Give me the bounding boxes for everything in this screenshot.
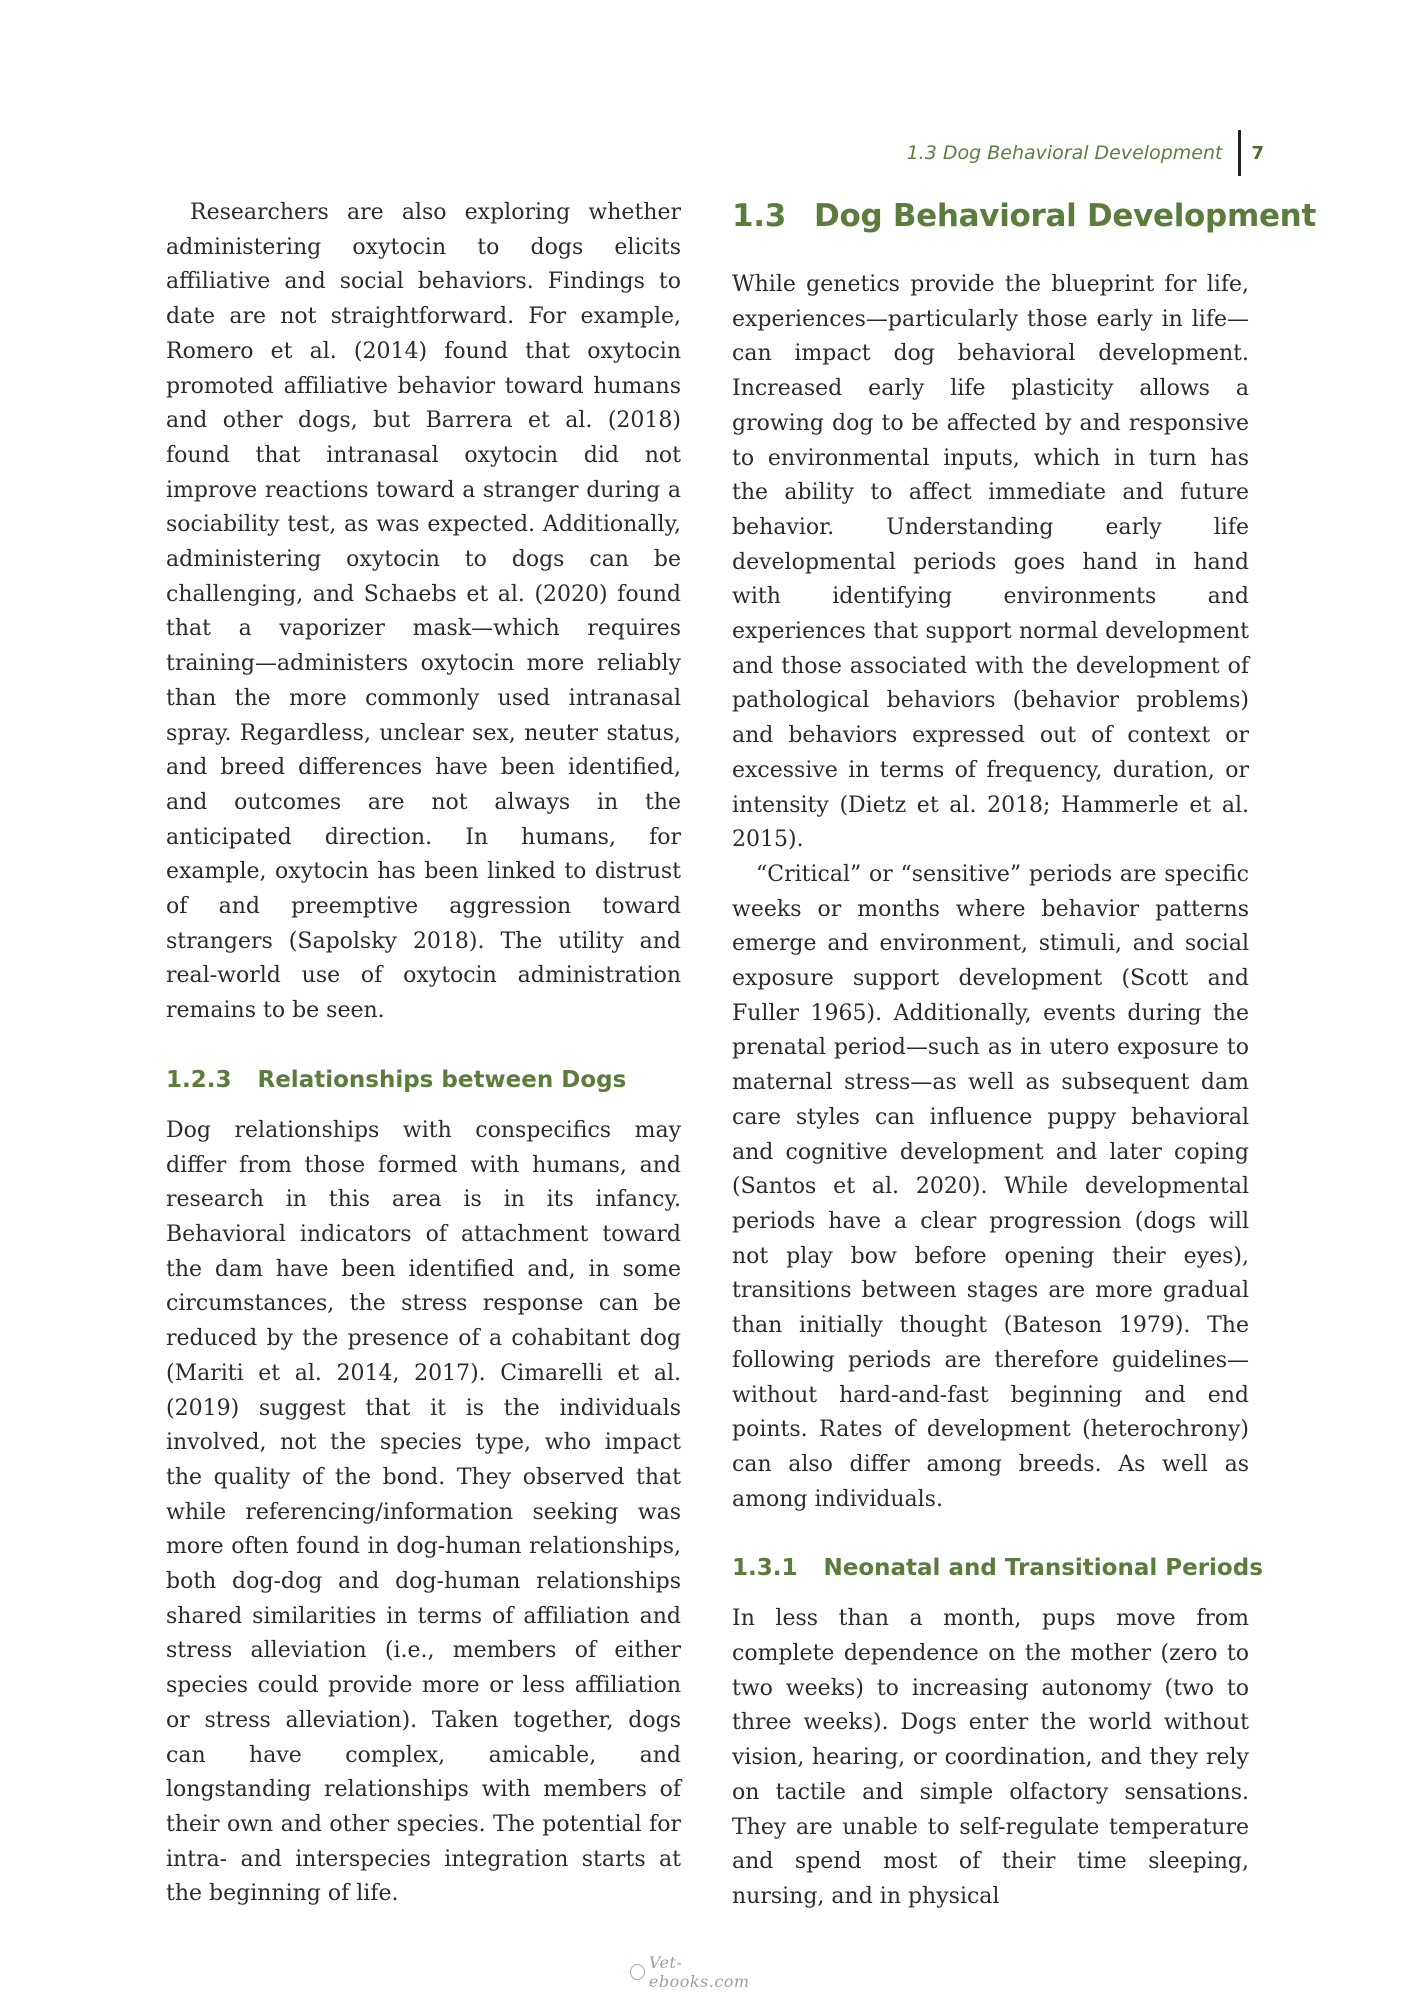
subsection-number: 1.3.1 [732,1555,798,1582]
left-column [166,196,681,1912]
running-head [900,136,1264,170]
paragraph-genetics: While genetics provide the blueprint for life, experiences—particularly those early in life—can impact dog behavioral development. Increased early life plasticity allows a growing dog to be affected by and responsive to environmental inputs, which in turn has the ability to affect immediate and future behavior. Understanding early life developmental periods goes hand in hand with identifying environments and experiences that support normal development and those associated with the development of pathological behaviors (behavior problems) and behaviors expressed out of context or excessive in terms of frequency, duration, or intensity (Dietz et al. 2018; Hammerle et al. 2015). [732,272,1249,853]
subsection-heading-neonatal [732,1551,1263,1585]
footer-watermark [630,1953,772,1991]
running-head-divider [1238,130,1241,176]
paragraph-oxytocin: Researchers are also exploring whether administering oxytocin to dogs elicits affiliative and social behaviors. Findings to date are not straightforward. For example, Romero et al. (2014) found that oxytocin promoted affiliative behavior toward humans and other dogs, but Barrera et al. (2018) found that intranasal oxytocin did not improve reactions toward a stranger during a sociability test, as was expected. Additionally, administering oxytocin to dogs can be challenging, and Schaebs et al. (2020) found that a vaporizer mask—which requires training—administers oxytocin more reliably than the more commonly used intranasal spray. Regardless, unclear sex, neuter status, and breed differences have been identified, and outcomes are not always in the anticipated direction. In humans, for example, oxytocin has been linked to distrust of and preemptive aggression toward strangers (Sapolsky 2018). The utility and real-world use of oxytocin administration remains to be seen. [166,200,681,1024]
paragraph-relationships: Dog relationships with conspecifics may differ from those formed with humans, and research in this area is in its infancy. Behavioral indicators of attachment toward the dam have been identified and, in some circumstances, the stress response can be reduced by the presence of a cohabitant dog (Mariti et al. 2014, 2017). Cimarelli et al. (2019) suggest that it is the individuals involved, not the species type, who impact the quality of the bond. They observed that while referencing/information seeking was more often found in dog-human relationships, both dog-dog and dog-human relationships shared similarities in terms of affiliation and stress alleviation (i.e., members of either species could provide more or less affiliation or stress alleviation). Taken together, dogs can have complex, amicable, and longstanding relationships with members of their own and other species. The potential for intra- and interspecies integration starts at the beginning of life. [166,1117,681,1907]
watermark-text: Vet-ebooks.com [648,1953,750,1991]
paragraph-neonatal: In less than a month, pups move from complete dependence on the mother (zero to two weeks) to increasing autonomy (two to three weeks). Dogs enter the world without vision, hearing, or coordination, and they rely on tactile and simple olfactory sensations. They are unable to self-regulate temperature and spend most of their time sleeping, nursing, and in physical [732,1606,1249,1909]
subsection-number: 1.2.3 [166,1066,232,1093]
running-head-title: 1.3 Dog Behavioral Development [906,142,1223,164]
section-heading-development [732,196,1316,236]
paragraph-critical-periods: “Critical” or “sensitive” periods are specific weeks or months where behavior patterns emerge and environment, stimuli, and social exposure support development (Scott and Fuller 1965). Additionally, events during the prenatal period—such as in utero exposure to maternal stress—as well as subsequent dam care styles can influence puppy behavioral and cognitive development and later coping (Santos et al. 2020). While developmental periods have a clear progression (dogs will not play bow before opening their eyes), transitions between stages are more gradual than initially thought (Bateson 1979). The following periods are therefore guidelines—without hard-and-fast beginning and end points. Rates of development (heterochrony) can also differ among breeds. As well as among individuals. [732,861,1249,1512]
subsection-title: Neonatal and Transitional Periods [823,1555,1263,1582]
section-title: Dog Behavioral Development [814,198,1316,234]
right-column [732,196,1316,1915]
page-number: 7 [1251,142,1264,164]
section-number: 1.3 [732,198,787,234]
paw-logo-icon [630,1964,645,1980]
subsection-heading-relationships [166,1063,681,1097]
subsection-title: Relationships between Dogs [257,1066,627,1093]
